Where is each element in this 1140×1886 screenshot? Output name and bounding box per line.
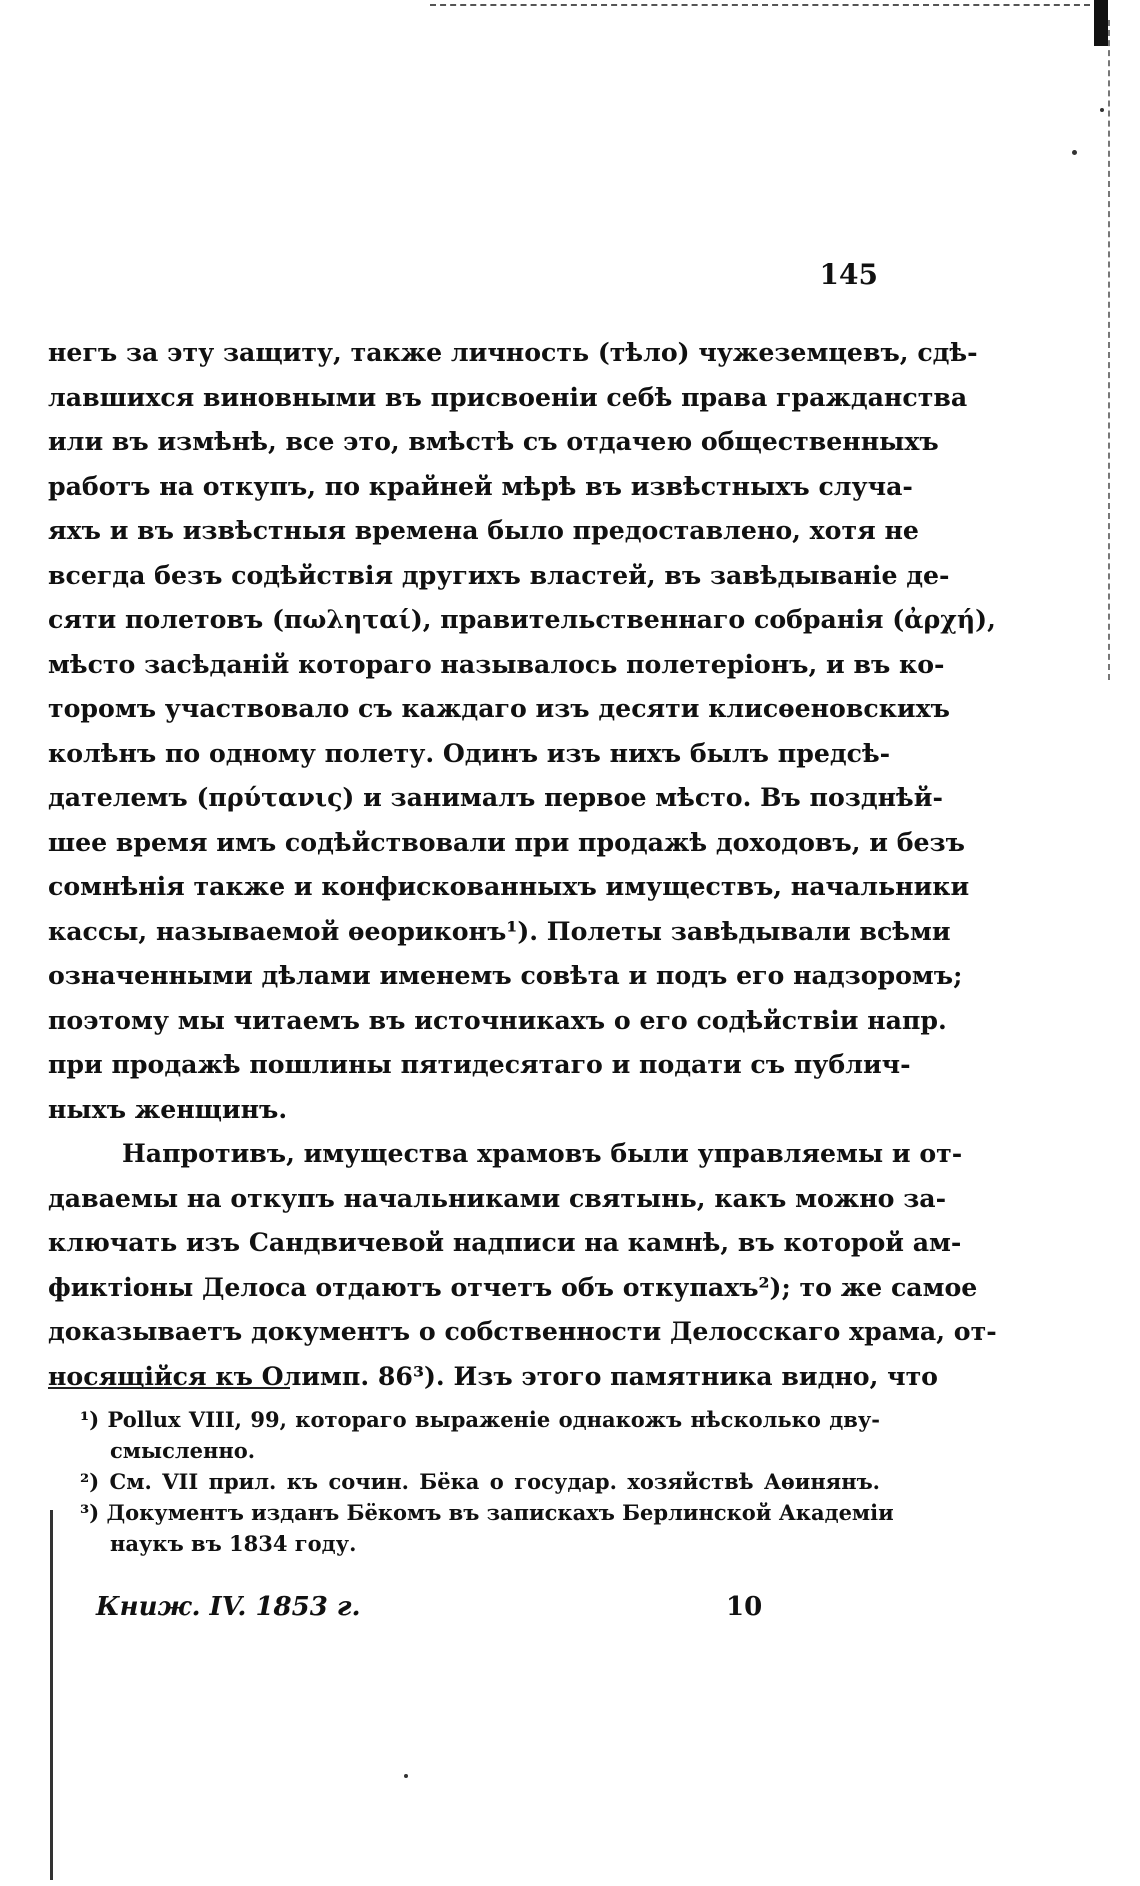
text-line: доказываетъ документъ о собственности Делосскаго храма, от- bbox=[48, 1316, 997, 1346]
text-line: поэтому мы читаемъ въ источникахъ о его содѣйствіи напр. bbox=[48, 1004, 947, 1035]
text-line: сомнѣнія также и конфискованныхъ имуществъ, начальники bbox=[48, 871, 970, 901]
footnote-continuation: наукъ въ 1834 году. bbox=[110, 1531, 357, 1556]
body-text bbox=[48, 330, 997, 1398]
text-line: сяти полетовъ (πωληταί), правительственнаго собранія (ἀρχή), bbox=[48, 604, 996, 634]
text-line: фиктіоны Делоса отдаютъ отчетъ объ откупахъ²); то же самое bbox=[48, 1271, 978, 1302]
text-line: торомъ участвовало съ каждаго изъ десяти клисѳеновскихъ bbox=[48, 693, 950, 723]
footnote-continuation: смысленно. bbox=[110, 1438, 256, 1463]
text-line: дателемъ (πρύτανις) и занималъ первое мѣсто. Въ позднѣй- bbox=[48, 782, 943, 812]
page-number: 145 bbox=[819, 258, 878, 291]
scan-speck bbox=[1072, 150, 1077, 155]
text-line: или въ измѣнѣ, все это, вмѣстѣ съ отдачею общественныхъ bbox=[48, 426, 939, 456]
text-line: негъ за эту защиту, также личность (тѣло) чужеземцевъ, сдѣ- bbox=[48, 337, 978, 367]
text-line: ныхъ женщинъ. bbox=[48, 1093, 288, 1124]
footnotes bbox=[80, 1404, 894, 1559]
text-line: колѣнъ по одному полету. Одинъ изъ нихъ былъ предсѣ- bbox=[48, 737, 891, 768]
text-line: ключать изъ Сандвичевой надписи на камнѣ, въ которой ам- bbox=[48, 1227, 962, 1257]
text-line: означенными дѣлами именемъ совѣта и подъ его надзоромъ; bbox=[48, 960, 963, 990]
scan-speck bbox=[404, 1774, 408, 1778]
text-line: мѣсто засѣданій котораго называлось полетеріонъ, и въ ко- bbox=[48, 648, 945, 679]
scan-speck bbox=[1100, 108, 1104, 112]
scan-edge-left bbox=[50, 1510, 53, 1880]
footnote: ¹) Pollux VIII, 99, котораго выраженіе однакожъ нѣсколько дву- bbox=[80, 1407, 880, 1432]
scan-edge-right bbox=[1108, 20, 1110, 680]
text-line: кассы, называемой ѳеориконъ¹). Полеты завѣдывали всѣми bbox=[48, 915, 951, 946]
footnote: ²) См. VII прил. къ сочин. Бёка о государ. хозяйствѣ Аѳинянъ. bbox=[80, 1469, 880, 1494]
text-line: даваемы на откупъ начальниками святынь, какъ можно за- bbox=[48, 1182, 947, 1213]
text-line: работъ на откупъ, по крайней мѣрѣ въ извѣстныхъ случа- bbox=[48, 470, 913, 501]
footnote: ³) Документъ изданъ Бёкомъ въ запискахъ Берлинской Академіи bbox=[80, 1500, 894, 1525]
text-line: шее время имъ содѣйствовали при продажѣ доходовъ, и безъ bbox=[48, 826, 965, 857]
footnote-rule bbox=[48, 1387, 290, 1389]
text-line: всегда безъ содѣйствія другихъ властей, въ завѣдываніе де- bbox=[48, 559, 950, 590]
signature-number: 10 bbox=[726, 1592, 763, 1622]
text-line: яхъ и въ извѣстныя времена было предоставлено, хотя не bbox=[48, 515, 919, 545]
text-line: носящійся къ Олимп. 86³). Изъ этого памятника видно, что bbox=[48, 1360, 938, 1391]
scan-edge-top bbox=[430, 4, 1090, 6]
signature-book: Книж. IV. 1853 г. bbox=[96, 1592, 361, 1622]
scan-corner-mark bbox=[1094, 0, 1108, 46]
text-line: при продажѣ пошлины пятидесятаго и подати съ публич- bbox=[48, 1049, 911, 1079]
text-line: лавшихся виновными въ присвоеніи себѣ права гражданства bbox=[48, 381, 968, 412]
paragraph-first-line: Напротивъ, имущества храмовъ были управляемы и от- bbox=[122, 1138, 963, 1168]
